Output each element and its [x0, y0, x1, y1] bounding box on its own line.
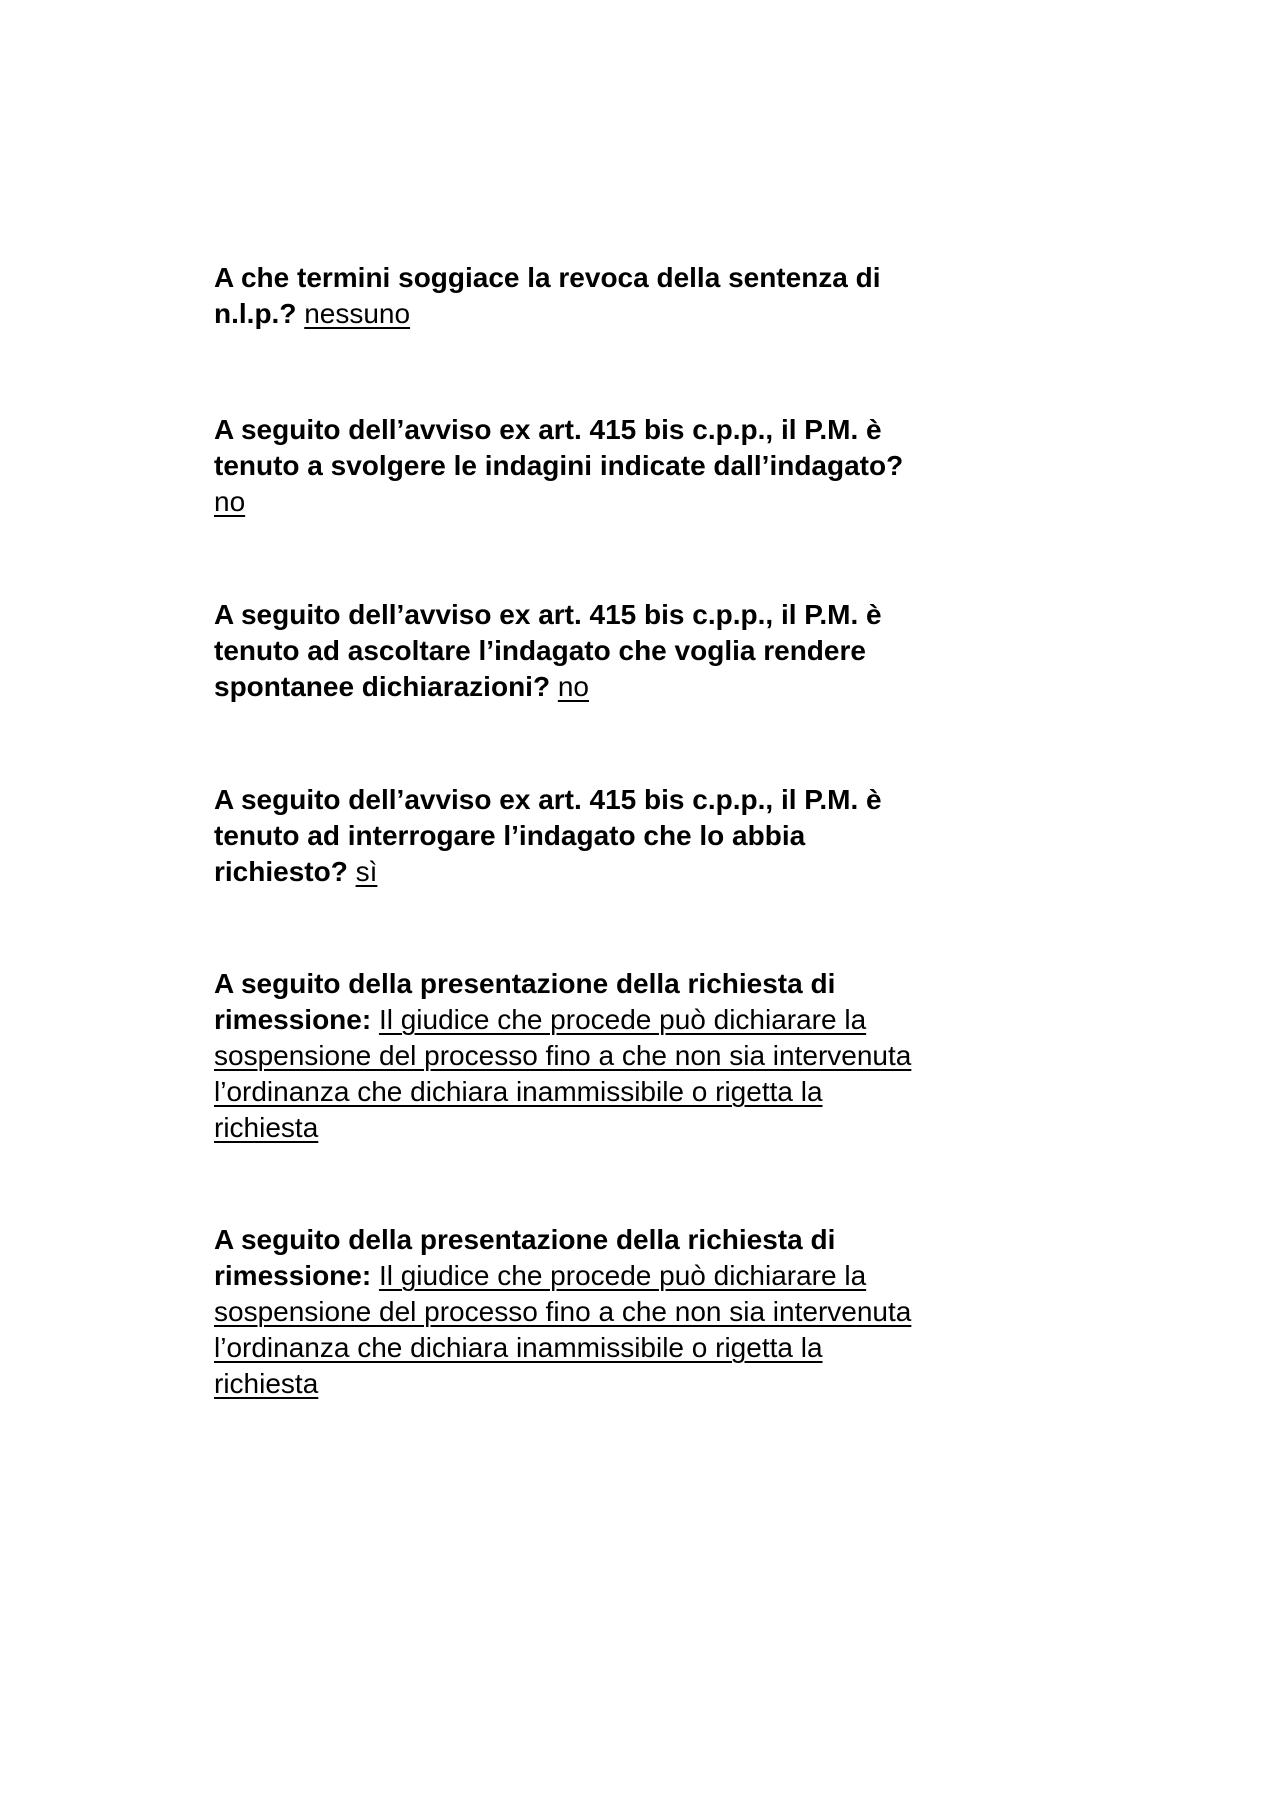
question-text: A seguito dell’avviso ex art. 415 bis c.p.p., il P.M. è tenuto ad ascoltare l’indagato che voglia rendere spontanee dichiarazioni? [214, 599, 882, 702]
answer-text: Il giudice che procede può dichiarare la sospensione del processo fino a che non sia intervenuta l’ordinanza che dichiara inammissibile o rigetta la richiesta [214, 1260, 912, 1399]
question-text: A seguito della presentazione della richiesta di rimessione: [214, 1224, 836, 1291]
question-text: A seguito dell’avviso ex art. 415 bis c.p.p., il P.M. è tenuto a svolgere le indagini indicate dall’indagato? [214, 414, 904, 481]
qa-entry [214, 1222, 934, 1402]
answer-text: no [557, 671, 589, 702]
qa-entry [214, 412, 934, 520]
answer-text: Il giudice che procede può dichiarare la sospensione del processo fino a che non sia intervenuta l’ordinanza che dichiara inammissibile o rigetta la richiesta [214, 1004, 912, 1143]
answer-text: nessuno [304, 298, 411, 329]
question-text: A che termini soggiace la revoca della sentenza di n.l.p.? [214, 262, 881, 329]
qa-entry [214, 597, 934, 705]
question-text: A seguito dell’avviso ex art. 415 bis c.p.p., il P.M. è tenuto ad interrogare l’indagato che lo abbia richiesto? [214, 784, 882, 887]
answer-text: sì [355, 856, 378, 887]
answer-text: no [214, 486, 246, 517]
qa-entry [214, 260, 934, 332]
question-text: A seguito della presentazione della richiesta di rimessione: [214, 968, 836, 1035]
qa-entry [214, 966, 934, 1146]
qa-entry [214, 782, 934, 890]
